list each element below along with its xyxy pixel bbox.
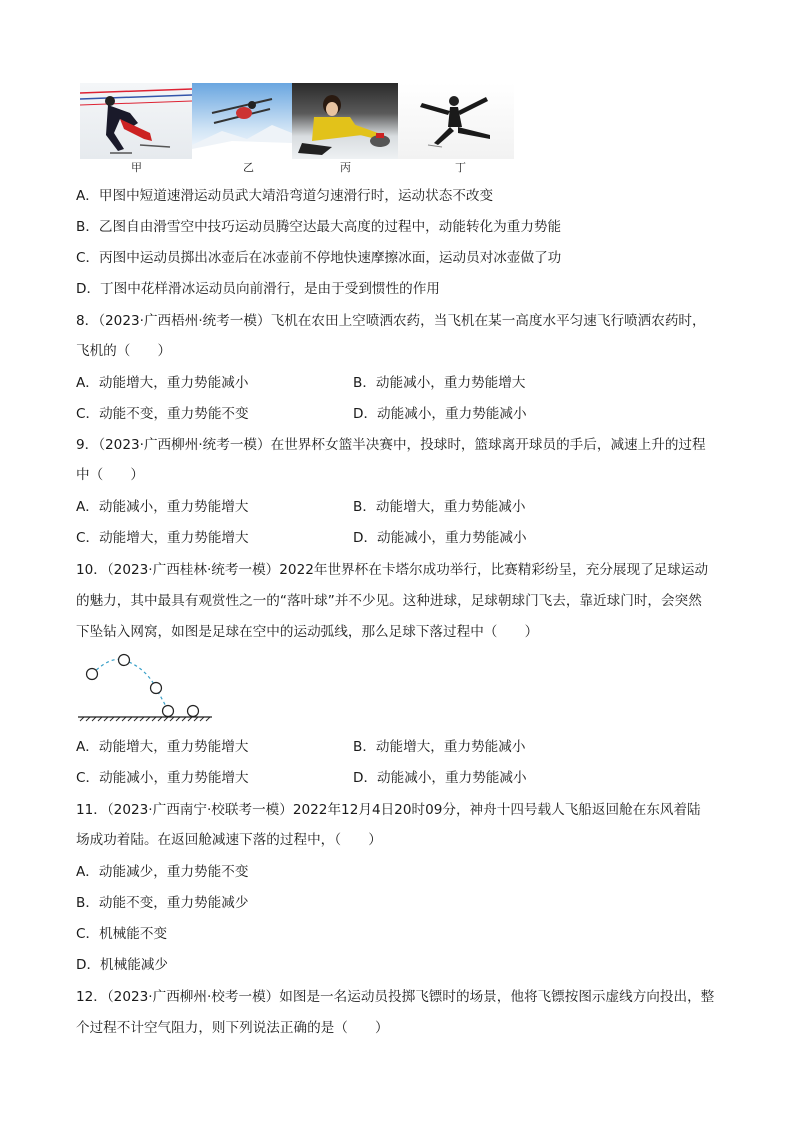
- q7-option-c: C．丙图中运动员掷出冰壶后在冰壶前不停地快速摩擦冰面，运动员对冰壶做了功: [76, 250, 562, 266]
- figure-sports-photos: [80, 83, 514, 159]
- q11-option-a: A．动能减少，重力势能不变: [76, 864, 249, 880]
- caption-yi: 乙: [243, 161, 254, 174]
- q8-option-b: B．动能减小，重力势能增大: [353, 375, 526, 391]
- q11-option-d: D．机械能减少: [76, 957, 169, 973]
- q8-stem-line2: 飞机的（ ）: [76, 343, 172, 359]
- q11-option-c: C．机械能不变: [76, 926, 168, 942]
- q12-stem-line1: 12．（2023·广西柳州·校考一模）如图是一名运动员投掷飞镖时的场景，他将飞镖按图示虚线方向投出，整: [76, 989, 715, 1005]
- q9-option-b: B．动能增大，重力势能减小: [353, 499, 526, 515]
- photo-figure-skating: [398, 83, 514, 159]
- q8-stem-line1: 8．（2023·广西梧州·统考一模）飞机在农田上空喷洒农药，当飞机在某一高度水平匀速飞行喷洒农药时，: [76, 313, 706, 329]
- q10-stem-line1: 10．（2023·广西桂林·统考一模）2022年世界杯在卡塔尔成功举行，比赛精彩纷呈，充分展现了足球运动: [76, 562, 709, 578]
- q8-option-c: C．动能不变，重力势能不变: [76, 406, 249, 422]
- photo-speed-skating: [80, 83, 192, 159]
- q8-option-a: A．动能增大，重力势能减小: [76, 375, 249, 391]
- q11-stem-line2: 场成功着陆。在返回舱减速下落的过程中，（ ）: [76, 832, 382, 848]
- q9-stem-line1: 9．（2023·广西柳州·统考一模）在世界杯女篮半决赛中，投球时，篮球离开球员的手后，减速上升的过程: [76, 437, 706, 453]
- football-trajectory-diagram: [76, 650, 216, 722]
- q10-stem-line3: 下坠钻入网窝，如图是足球在空中的运动弧线，那么足球下落过程中（ ）: [76, 624, 539, 640]
- caption-bing: 丙: [340, 161, 351, 174]
- q7-option-a: A．甲图中短道速滑运动员武大靖沿弯道匀速滑行时，运动状态不改变: [76, 188, 494, 204]
- q12-stem-line2: 个过程不计空气阻力，则下列说法正确的是（ ）: [76, 1020, 389, 1036]
- photo-aerial-skiing: [192, 83, 292, 159]
- caption-jia: 甲: [131, 161, 142, 174]
- q10-option-a: A．动能增大，重力势能增大: [76, 739, 249, 755]
- q10-option-d: D．动能减小，重力势能减小: [353, 770, 527, 786]
- q11-stem-line1: 11．（2023·广西南宁·校联考一模）2022年12月4日20时09分，神舟十四号载人飞船返回舱在东风着陆: [76, 802, 701, 818]
- q9-stem-line2: 中（ ）: [76, 467, 144, 483]
- caption-ding: 丁: [455, 161, 466, 174]
- photo-curling: [292, 83, 398, 159]
- q10-option-b: B．动能增大，重力势能减小: [353, 739, 526, 755]
- q11-option-b: B．动能不变，重力势能减少: [76, 895, 249, 911]
- q7-option-d: D．丁图中花样滑冰运动员向前滑行，是由于受到惯性的作用: [76, 281, 440, 297]
- q8-option-d: D．动能减小，重力势能减小: [353, 406, 527, 422]
- q7-option-b: B．乙图自由滑雪空中技巧运动员腾空达最大高度的过程中，动能转化为重力势能: [76, 219, 562, 235]
- q9-option-d: D．动能减小，重力势能减小: [353, 530, 527, 546]
- q9-option-c: C．动能增大，重力势能增大: [76, 530, 249, 546]
- q10-stem-line2: 的魅力，其中最具有观赏性之一的“落叶球”并不少见。这种进球，足球朝球门飞去，靠近球门时，会突然: [76, 593, 702, 609]
- q9-option-a: A．动能减小，重力势能增大: [76, 499, 249, 515]
- q10-option-c: C．动能减小，重力势能增大: [76, 770, 249, 786]
